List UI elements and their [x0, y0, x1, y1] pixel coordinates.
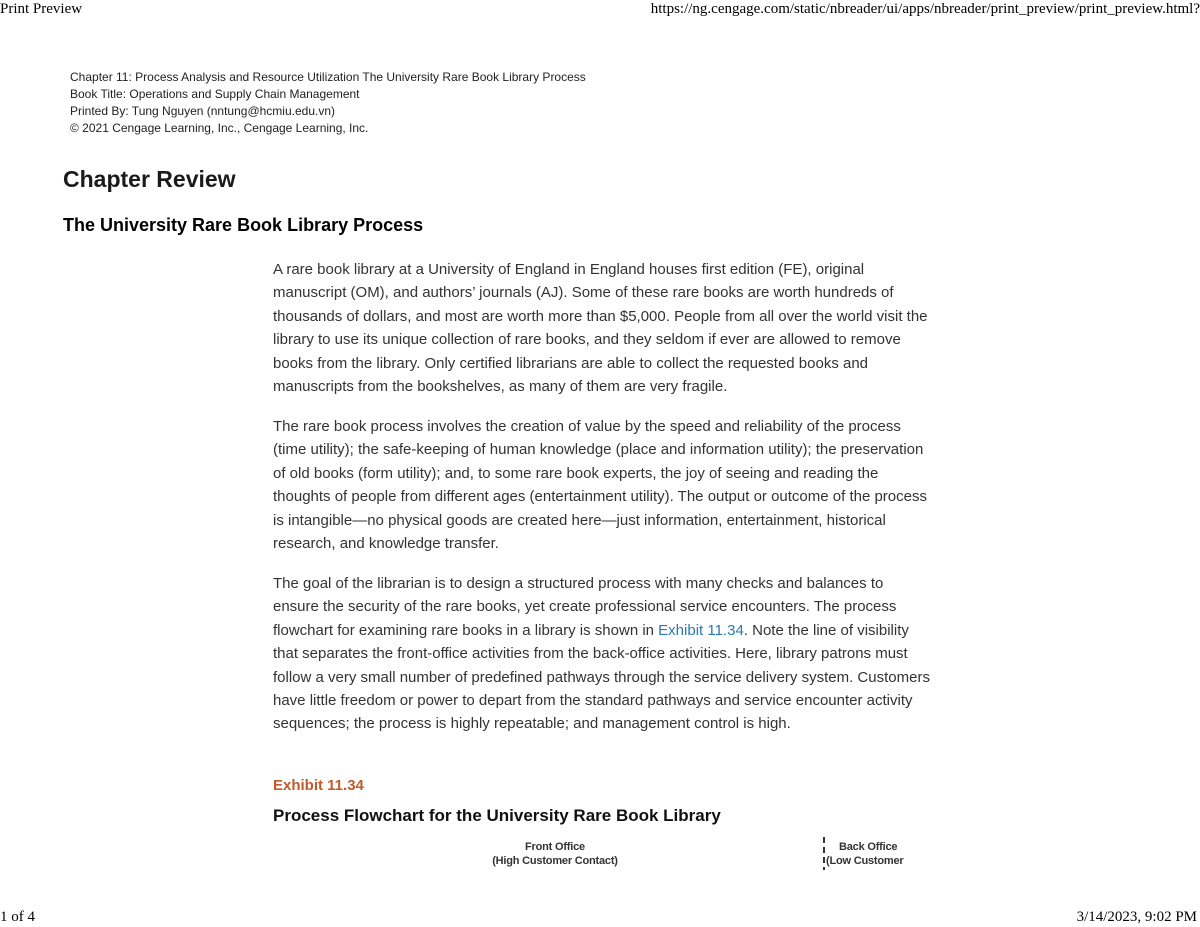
paragraph-1	[273, 258, 933, 398]
back-office-heading	[826, 840, 903, 868]
print-datetime: 3/14/2023, 9:02 PM	[1076, 909, 1197, 925]
copyright: © 2021 Cengage Learning, Inc., Cengage Learning, Inc.	[70, 121, 369, 135]
front-office-sublabel: (High Customer Contact)	[492, 855, 618, 867]
exhibit-label: Exhibit 11.34	[273, 777, 364, 794]
document-metadata	[70, 69, 586, 137]
book-title: Book Title: Operations and Supply Chain Management	[70, 87, 360, 101]
exhibit-title: Process Flowchart for the University Rare Book Library	[273, 806, 721, 825]
back-office-label: Back Office	[839, 841, 898, 853]
paragraph-3-text-end: . Note the line of visibility that separates the front-office activities from the back-office activities. Here, library patrons must follow a very small number of predefined pathways through the service delivery system. Customers have little freedom or power to depart from the standard pathways and service encounter activity sequences; the process is highly repeatable; and management control is high.	[273, 621, 930, 733]
printed-by: Printed By: Tung Nguyen (nntung@hcmiu.edu.vn)	[70, 104, 335, 118]
print-preview-title: Print Preview	[0, 1, 83, 17]
paragraph-2	[273, 415, 933, 555]
paragraph-3-text-start: The goal of the librarian is to design a structured process with many checks and balances to ensure the security of the rare books, yet create professional service encounters. The process flowchart for examining rare books in a library is shown in	[273, 575, 897, 639]
page-cutoff	[270, 870, 970, 880]
section-heading: The University Rare Book Library Process	[63, 215, 424, 235]
chapter-line: Chapter 11: Process Analysis and Resource Utilization The University Rare Book Library Process	[70, 70, 586, 84]
page-url: https://ng.cengage.com/static/nbreader/ui/apps/nbreader/print_preview/print_preview.html?	[650, 1, 1200, 17]
back-office-sublabel: (Low Customer	[826, 855, 904, 867]
chapter-heading: Chapter Review	[63, 166, 236, 192]
paragraph-3	[273, 572, 933, 736]
paragraph-2-text: The rare book process involves the creation of value by the speed and reliability of the process (time utility); the safe-keeping of human knowledge (place and information utility); the preservation of old books (form utility); and, to some rare book experts, the joy of seeing and reading the thoughts of people from different ages (entertainment utility). The output or outcome of the process is intangible—no physical goods are created here—just information, entertainment, historical research, and knowledge transfer.	[273, 418, 927, 553]
front-office-label: Front Office	[525, 841, 585, 853]
page-indicator: 1 of 4	[0, 909, 35, 925]
line-of-visibility	[823, 837, 825, 873]
exhibit-link[interactable]: Exhibit 11.34	[658, 621, 744, 639]
paragraph-1-text: A rare book library at a University of England in England houses first edition (FE), original manuscript (OM), and authors’ journals (AJ). Some of these rare books are worth hundreds of thousands of dollars, and most are worth more than $5,000. People from all over the world visit the library to use its unique collection of rare books, and they seldom if ever are allowed to remove books from the library. Only certified librarians are able to collect the requested books and manuscripts from the bookshelves, as many of them are very fragile.	[273, 261, 928, 396]
front-office-heading	[480, 840, 630, 868]
